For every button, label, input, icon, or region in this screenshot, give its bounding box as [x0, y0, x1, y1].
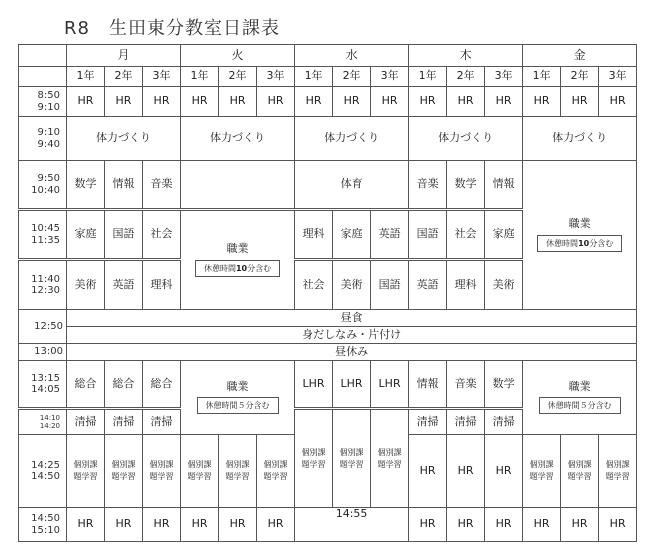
time-cell: 13:00: [19, 344, 67, 361]
row-lunch: [19, 310, 637, 327]
cell-subject: 理科: [447, 260, 485, 310]
break-note: 休憩時間５分含む: [539, 397, 621, 414]
cell-kobetsu: 個別課 題学習: [67, 435, 105, 508]
cell-hr: HR: [447, 87, 485, 117]
cell-shokugyo-tue: [181, 210, 295, 310]
cell-kobetsu: 個別課 題学習: [105, 435, 143, 508]
cell-subject: 家庭: [485, 210, 523, 260]
cell-hr: HR: [409, 435, 447, 508]
cell-subject: 音楽: [409, 161, 447, 210]
corner-cell: [19, 45, 67, 67]
time-cell: 14:10 14:20: [19, 409, 67, 435]
cell-subject: 清掃: [105, 409, 143, 435]
cell-hr: HR: [257, 508, 295, 542]
cell-hr: HR: [409, 87, 447, 117]
row-hiruyasumi: [19, 344, 637, 361]
shokugyo-label: 職業: [568, 379, 591, 393]
day-wed: 水: [295, 45, 409, 67]
cell-subject: LHR: [371, 361, 409, 409]
cell-tairyoku: 体力づくり: [523, 117, 637, 161]
cell-subject: 社会: [447, 210, 485, 260]
shokugyo-label: 職業: [568, 217, 591, 231]
break-note: 休憩時間10分含む: [195, 260, 280, 277]
cell-hr: HR: [561, 508, 599, 542]
cell-kobetsu: 個別課 題学習: [219, 435, 257, 508]
row-midashinami: [19, 327, 637, 344]
row-period-8: [19, 508, 637, 542]
time-cell: 11:40 12:30: [19, 260, 67, 310]
timetable: [18, 44, 637, 542]
cell-wed-end-time: 14:55: [295, 508, 409, 542]
cell-subject: 国語: [371, 260, 409, 310]
cell-kobetsu: 個別課 題学習: [561, 435, 599, 508]
row-period-1: [19, 87, 637, 117]
cell-subject: 家庭: [67, 210, 105, 260]
time-cell: 10:45 11:35: [19, 210, 67, 260]
cell-subject: 清掃: [67, 409, 105, 435]
grade-label: 3年: [371, 67, 409, 87]
row-period-2: [19, 117, 637, 161]
cell-tairyoku: 体力づくり: [67, 117, 181, 161]
cell-subject: 音楽: [143, 161, 181, 210]
cell-subject: 理科: [295, 210, 333, 260]
cell-hr: HR: [257, 87, 295, 117]
cell-hr: HR: [67, 87, 105, 117]
cell-tairyoku: 体力づくり: [409, 117, 523, 161]
cell-hr: HR: [333, 87, 371, 117]
grade-label: 2年: [219, 67, 257, 87]
cell-hr: HR: [523, 87, 561, 117]
cell-kobetsu: 個別課 題学習: [523, 435, 561, 508]
grade-label: 2年: [105, 67, 143, 87]
cell-subject: 総合: [143, 361, 181, 409]
day-header-row: [19, 45, 637, 67]
day-tue: 火: [181, 45, 295, 67]
row-period-3: [19, 161, 637, 210]
cell-hr: HR: [295, 87, 333, 117]
cell-subject: 美術: [333, 260, 371, 310]
cell-hr: HR: [181, 508, 219, 542]
cell-subject: 社会: [143, 210, 181, 260]
cell-kobetsu: 個別課 題学習: [257, 435, 295, 508]
grade-label: 3年: [485, 67, 523, 87]
cell-kobetsu: 個別課 題学習: [371, 409, 409, 508]
time-cell: 9:50 10:40: [19, 161, 67, 210]
cell-hr: HR: [219, 508, 257, 542]
cell-kobetsu: 個別課 題学習: [295, 409, 333, 508]
cell-hr: HR: [143, 87, 181, 117]
cell-hr: HR: [143, 508, 181, 542]
cell-hr: HR: [371, 87, 409, 117]
cell-subject: 理科: [143, 260, 181, 310]
cell-hr: HR: [561, 87, 599, 117]
cell-subject: 国語: [105, 210, 143, 260]
cell-kobetsu: 個別課 題学習: [599, 435, 637, 508]
day-fri: 金: [523, 45, 637, 67]
cell-subject: 数学: [485, 361, 523, 409]
grade-label: 3年: [143, 67, 181, 87]
cell-hr: HR: [67, 508, 105, 542]
cell-hr: HR: [599, 87, 637, 117]
grade-label: 2年: [333, 67, 371, 87]
time-cell: 14:50 15:10: [19, 508, 67, 542]
cell-chushoku: 昼食: [67, 310, 637, 327]
cell-subject: 総合: [67, 361, 105, 409]
cell-subject: LHR: [333, 361, 371, 409]
cell-subject: 総合: [105, 361, 143, 409]
cell-midashinami: 身だしなみ・片付け: [67, 327, 637, 344]
cell-hr: HR: [447, 435, 485, 508]
cell-hr: HR: [523, 508, 561, 542]
cell-subject: 情報: [409, 361, 447, 409]
cell-subject: 清掃: [143, 409, 181, 435]
cell-hr: HR: [485, 435, 523, 508]
break-note: 休憩時間５分含む: [197, 397, 279, 414]
cell-hr: HR: [485, 508, 523, 542]
cell-subject: 清掃: [485, 409, 523, 435]
cell-subject: LHR: [295, 361, 333, 409]
grade-label: 1年: [295, 67, 333, 87]
cell-taiiku: 体育: [295, 161, 409, 210]
cell-subject: 美術: [67, 260, 105, 310]
grade-label: 3年: [257, 67, 295, 87]
cell-subject: 清掃: [447, 409, 485, 435]
cell-shokugyo-fri-pm: [523, 361, 637, 435]
cell-hr: HR: [105, 508, 143, 542]
grade-label: 1年: [409, 67, 447, 87]
cell-subject: 家庭: [333, 210, 371, 260]
cell-tairyoku: 体力づくり: [181, 117, 295, 161]
grade-label: 2年: [447, 67, 485, 87]
day-thu: 木: [409, 45, 523, 67]
cell-kobetsu: 個別課 題学習: [333, 409, 371, 508]
grade-header-row: [19, 67, 637, 87]
cell-shokugyo-fri: [523, 161, 637, 310]
day-mon: 月: [67, 45, 181, 67]
time-cell: 14:25 14:50: [19, 435, 67, 508]
cell-subject: 情報: [485, 161, 523, 210]
grade-label: 3年: [599, 67, 637, 87]
cell-subject: 国語: [409, 210, 447, 260]
cell-kobetsu: 個別課 題学習: [143, 435, 181, 508]
cell-subject: 清掃: [409, 409, 447, 435]
cell-hr: HR: [447, 508, 485, 542]
cell-subject: 英語: [105, 260, 143, 310]
cell-subject: 情報: [105, 161, 143, 210]
corner-cell: [19, 67, 67, 87]
cell-empty: [181, 161, 295, 210]
cell-subject: 音楽: [447, 361, 485, 409]
page-title: R8 生田東分教室日課表: [64, 18, 280, 39]
grade-label: 1年: [523, 67, 561, 87]
cell-hr: HR: [105, 87, 143, 117]
cell-subject: 数学: [447, 161, 485, 210]
cell-subject: 美術: [485, 260, 523, 310]
time-cell: 12:50: [19, 310, 67, 344]
shokugyo-label: 職業: [226, 379, 249, 393]
cell-shokugyo-tue-pm: [181, 361, 295, 435]
grade-label: 1年: [67, 67, 105, 87]
cell-hr: HR: [599, 508, 637, 542]
grade-label: 2年: [561, 67, 599, 87]
cell-hr: HR: [219, 87, 257, 117]
cell-hiruyasumi: 昼休み: [67, 344, 637, 361]
row-period-6: [19, 361, 637, 409]
cell-hr: HR: [485, 87, 523, 117]
cell-tairyoku: 体力づくり: [295, 117, 409, 161]
time-cell: 8:50 9:10: [19, 87, 67, 117]
time-cell: 9:10 9:40: [19, 117, 67, 161]
cell-kobetsu: 個別課 題学習: [181, 435, 219, 508]
cell-subject: 英語: [409, 260, 447, 310]
cell-subject: 社会: [295, 260, 333, 310]
cell-hr: HR: [181, 87, 219, 117]
grade-label: 1年: [181, 67, 219, 87]
cell-hr: HR: [409, 508, 447, 542]
shokugyo-label: 職業: [226, 242, 249, 256]
break-note: 休憩時間10分含む: [537, 235, 622, 252]
time-cell: 13:15 14:05: [19, 361, 67, 409]
cell-subject: 数学: [67, 161, 105, 210]
cell-subject: 英語: [371, 210, 409, 260]
